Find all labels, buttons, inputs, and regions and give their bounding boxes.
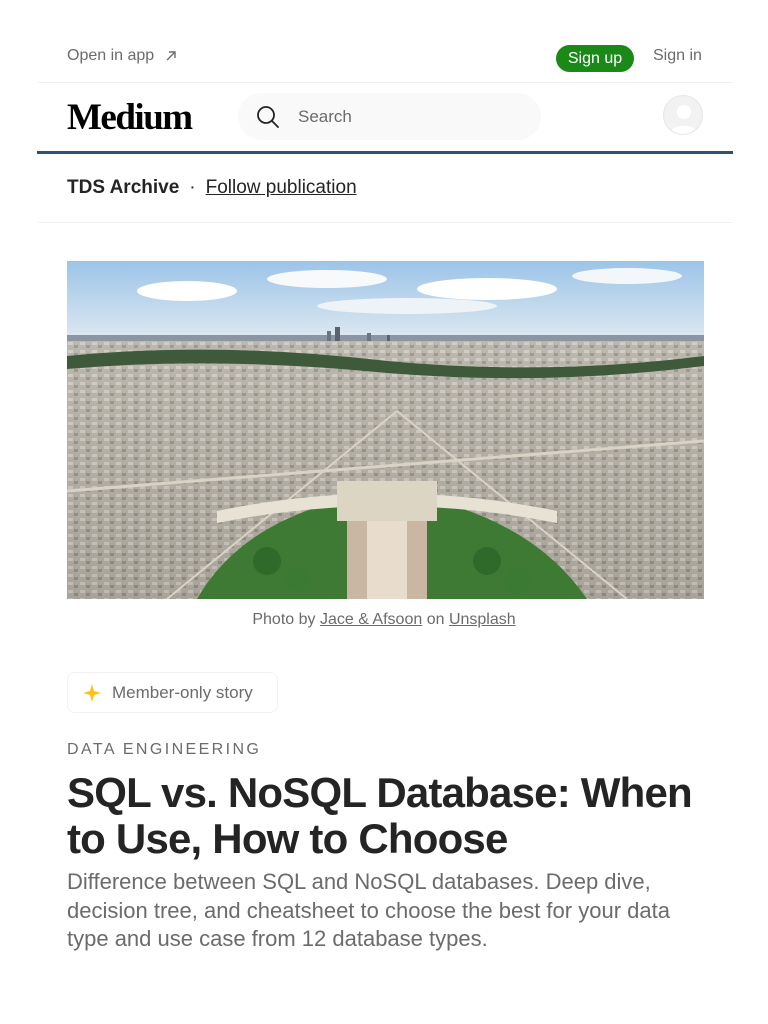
hero-caption [0, 611, 768, 629]
follow-publication-link[interactable]: Follow publication [205, 177, 357, 198]
city-aerial-photo [67, 261, 704, 599]
article-kicker: DATA ENGINEERING [67, 741, 262, 758]
caption-mid: on [426, 611, 445, 628]
photographer-link[interactable]: Jace & Afsoon [319, 611, 423, 628]
member-only-label: Member-only story [112, 682, 253, 702]
search-box[interactable] [238, 93, 541, 140]
arrow-up-right-icon [164, 49, 178, 63]
article-subtitle: Difference between SQL and NoSQL databases. Deep dive, decision tree, and cheatsheet to choose the best for your data type and use case from 12 database types. [67, 869, 670, 951]
header-nav [37, 83, 733, 154]
member-only-badge [67, 672, 278, 713]
top-bar [37, 30, 733, 83]
search-icon [255, 104, 281, 130]
sparkle-star-icon [82, 683, 102, 703]
sign-up-button[interactable]: Sign up [556, 45, 634, 72]
sign-in-link[interactable]: Sign in [653, 47, 702, 64]
caption-prefix: Photo by [252, 611, 316, 628]
user-avatar-icon[interactable] [663, 95, 703, 135]
open-in-app-label: Open in app [67, 47, 155, 64]
search-input[interactable] [298, 105, 518, 129]
open-in-app-link[interactable] [67, 47, 178, 65]
publication-name[interactable]: TDS Archive [67, 177, 180, 198]
separator-dot: · [189, 177, 196, 198]
article-title: SQL vs. NoSQL Database: When to Use, How to Choose [67, 769, 692, 862]
medium-logo[interactable]: Medium [67, 97, 192, 138]
unsplash-link[interactable]: Unsplash [448, 611, 516, 628]
hero-image [67, 261, 704, 599]
publication-bar [37, 154, 733, 223]
avatar-silhouette [664, 96, 703, 135]
